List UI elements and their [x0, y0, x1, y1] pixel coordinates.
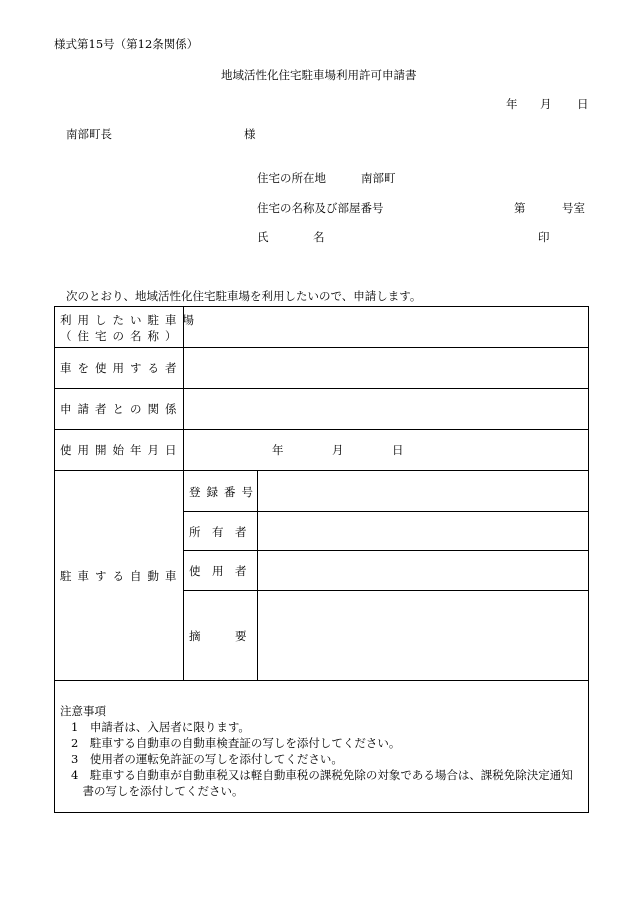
parking-label-line1: 利用したい駐車場	[60, 313, 200, 327]
row-divider	[55, 680, 588, 681]
parking-name-field[interactable]	[184, 308, 587, 346]
address-label: 住宅の所在地	[257, 171, 326, 185]
notes-item: 3 使用者の運転免許証の写しを添付してください。	[71, 752, 343, 766]
name-label-first: 氏	[257, 230, 269, 244]
owner-label: 所 有 者	[189, 525, 247, 539]
room-prefix: 第	[514, 201, 526, 215]
vehicle-user-person-label: 車を使用する者	[60, 361, 183, 375]
start-month-label: 月	[332, 443, 344, 457]
start-date-label: 使用開始年月日	[60, 443, 183, 457]
notes-item: 1 申請者は、入居者に限ります。	[71, 720, 250, 734]
remarks-field[interactable]	[258, 591, 587, 679]
vehicle-section-label: 駐車する自動車	[60, 569, 183, 583]
registration-number-field[interactable]	[258, 471, 587, 510]
notes-section	[60, 703, 573, 799]
registration-number-label: 登録番号	[189, 485, 259, 499]
addressee: 南部町長	[66, 127, 112, 141]
notes-item: 2 駐車する自動車の自動車検査証の写しを添付してください。	[71, 736, 401, 750]
vehicle-user-field[interactable]	[258, 551, 587, 589]
notes-item: 書の写しを添付してください。	[71, 784, 244, 798]
form-number: 様式第15号（第12条関係）	[54, 37, 199, 51]
remarks-label: 摘 要	[189, 629, 247, 643]
start-day-label: 日	[392, 443, 404, 457]
address-value: 南部町	[361, 171, 396, 185]
intro-text: 次のとおり、地域活性化住宅駐車場を利用したいので、申請します。	[66, 289, 422, 303]
date-day-label: 日	[577, 97, 589, 111]
row-divider	[55, 347, 588, 348]
notes-heading: 注意事項	[60, 704, 106, 718]
page-title: 地域活性化住宅駐車場利用許可申請書	[221, 68, 417, 82]
date-month-label: 月	[540, 97, 552, 111]
date-year-label: 年	[506, 97, 518, 111]
parking-label-line2: （住宅の名称）	[60, 329, 183, 343]
vehicle-user-label: 使 用 者	[189, 564, 247, 578]
notes-item: 4 駐車する自動車が自動車税又は軽自動車税の課税免除の対象である場合は、課税免除決定通知	[71, 768, 573, 782]
row-divider	[55, 429, 588, 430]
building-label: 住宅の名称及び部屋番号	[257, 201, 384, 215]
application-table	[54, 306, 589, 813]
addressee-suffix: 様	[244, 127, 256, 141]
vehicle-user-person-field[interactable]	[184, 349, 587, 387]
relation-label: 申請者との関係	[60, 402, 183, 416]
name-label-second: 名	[313, 230, 325, 244]
row-divider	[55, 388, 588, 389]
seal-mark: 印	[538, 230, 550, 244]
start-year-label: 年	[272, 443, 284, 457]
relation-field[interactable]	[184, 390, 587, 428]
room-suffix: 号室	[562, 201, 585, 215]
owner-field[interactable]	[258, 512, 587, 549]
